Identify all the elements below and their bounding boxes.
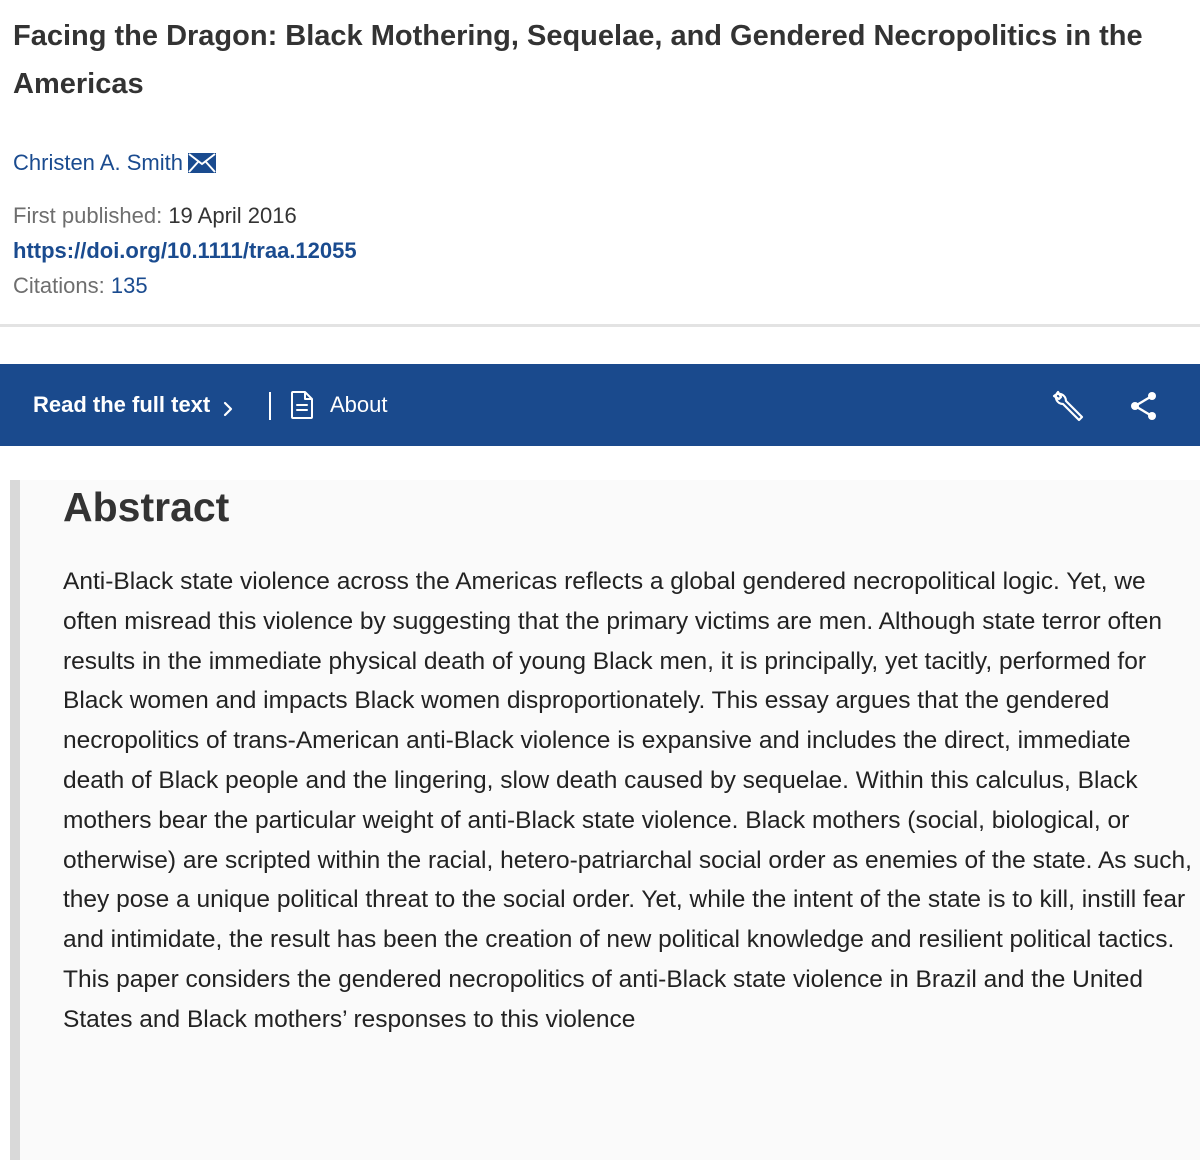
document-icon bbox=[288, 390, 316, 420]
doi-link[interactable]: https://doi.org/10.1111/traa.12055 bbox=[13, 238, 357, 263]
article-header bbox=[0, 0, 1200, 327]
abstract-text: Anti-Black state violence across the Americas reflects a global gendered necropolitical logic. Yet, we often misread this violence by suggesting that the primary victims are men. Although state terror often results in the immediate physical death of young Black men, it is principally, yet tacitly, performed for Black women and impacts Black women disproportionately. This essay argues that the gendered necropolitics of trans-American anti-Black violence is expansive and includes the direct, immediate death of Black people and the lingering, slow death caused by sequelae. Within this calculus, Black mothers bear the particular weight of anti-Black state violence. Black mothers (social, biological, or otherwise) are scripted within the racial, hetero-patriarchal social order as enemies of the state. As such, they pose a unique political threat to the social order. Yet, while the intent of the state is to kill, instill fear and intimidate, the result has been the creation of new political knowledge and resilient political tactics. This paper considers the gendered necropolitics of anti-Black state violence in Brazil and the United States and Black mothers’ responses to this violence bbox=[63, 568, 1192, 1033]
article-title: Facing the Dragon: Black Mothering, Sequelae, and Gendered Necropolitics in the Americas bbox=[13, 20, 1143, 100]
share-icon[interactable] bbox=[1128, 390, 1160, 422]
first-published-label: First published: bbox=[13, 203, 163, 228]
first-published-line bbox=[13, 199, 297, 233]
citations-label: Citations: bbox=[13, 273, 105, 298]
mail-icon[interactable] bbox=[188, 153, 216, 173]
action-bar-divider bbox=[269, 392, 271, 420]
abstract-heading: Abstract bbox=[63, 484, 230, 530]
read-full-text-button[interactable] bbox=[33, 364, 234, 446]
abstract-section bbox=[10, 480, 1200, 1160]
doi-line bbox=[13, 234, 357, 268]
chevron-right-icon bbox=[222, 397, 234, 413]
author-link[interactable]: Christen A. Smith bbox=[13, 150, 183, 175]
first-published-date: 19 April 2016 bbox=[168, 203, 297, 228]
citations-line bbox=[13, 269, 148, 303]
citations-count-link[interactable]: 135 bbox=[110, 273, 148, 298]
article-action-bar bbox=[0, 364, 1200, 446]
author-row bbox=[13, 146, 216, 180]
about-button[interactable] bbox=[288, 364, 388, 446]
wrench-icon[interactable] bbox=[1050, 388, 1086, 424]
read-full-text-label: Read the full text bbox=[33, 392, 211, 417]
about-label: About bbox=[330, 392, 388, 417]
